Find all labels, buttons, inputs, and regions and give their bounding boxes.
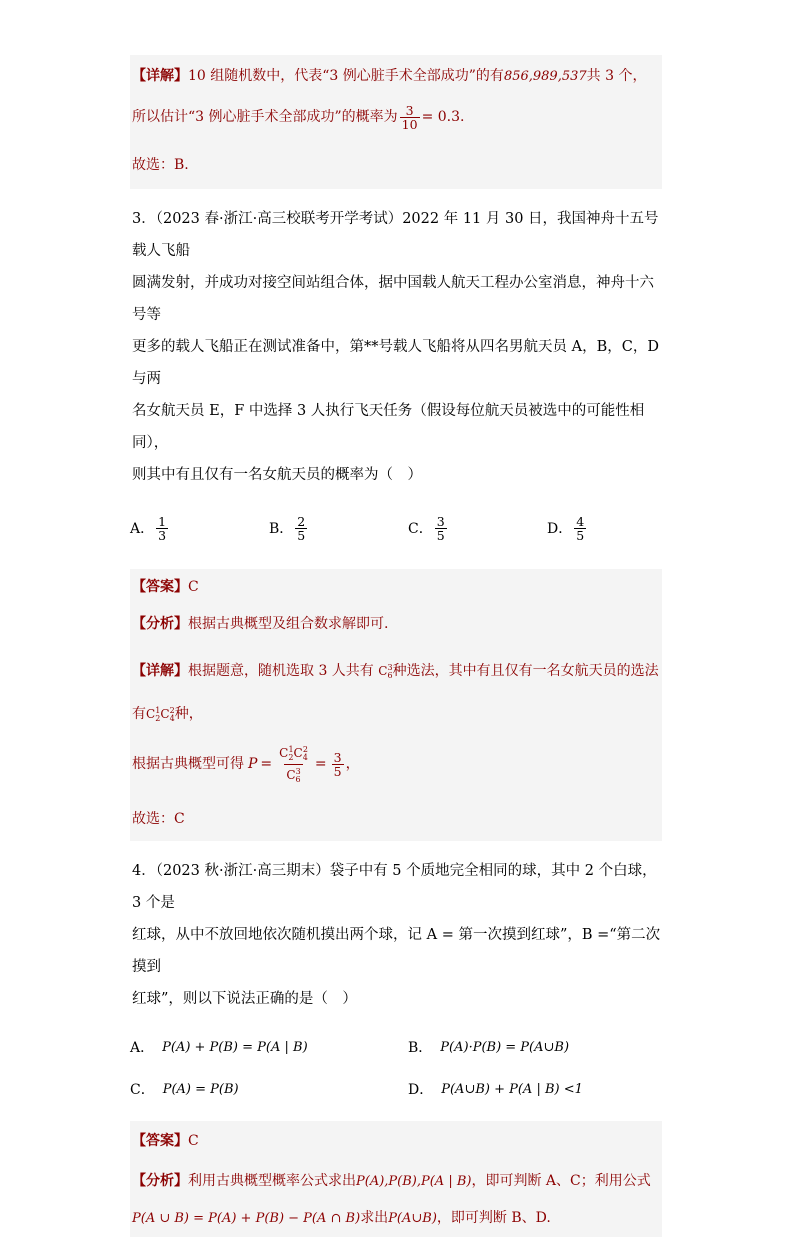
- combination-c63: $C_6^3$: [378, 663, 393, 680]
- detail-tag: 【详解】: [132, 68, 188, 84]
- question-4-options-row2: [130, 1067, 662, 1111]
- question-3-line: 更多的载人飞船正在测试准备中，第**号载人飞船将从四名男航天员 A，B，C，D 与两: [132, 339, 659, 387]
- analysis-line-2: P(A ∪ B) = P(A) + P(B) − P(A ∩ B)求出P(A∪B)，即可判断 B、D.: [132, 1210, 551, 1226]
- question-3-options: [130, 505, 662, 551]
- option-c: C． $\frac{3}{5}$: [408, 513, 445, 543]
- analysis-line: 【分析】根据古典概型及组合数求解即可.: [132, 616, 389, 632]
- detail-line: 【详解】10 组随机数中，代表“3 例心脏手术全部成功”的有856,989,537共 3 个，: [132, 68, 647, 84]
- option-a: A． P(A) + P(B) = P(A | B): [130, 1039, 308, 1056]
- option-d: D． $\frac{4}{5}$: [547, 513, 585, 543]
- answer-line: 【答案】C: [132, 579, 199, 595]
- option-b: B． $\frac{2}{5}$: [269, 513, 306, 543]
- detail-line: 【详解】根据题意，随机选取 3 人共有 $C_6^3$种选法，其中有且仅有一名女航天员的选法: [132, 663, 659, 680]
- question-4-line: 红球，从中不放回地依次随机摸出两个球，记 A = 第一次摸到红球”，B =“第二次摸到: [132, 927, 661, 975]
- option-b: B． P(A)·P(B) = P(A∪B): [408, 1039, 570, 1056]
- question-4-line: 红球”，则以下说法正确的是（ ）: [132, 991, 357, 1007]
- option-c: C． P(A) = P(B): [130, 1081, 239, 1098]
- analysis-line: 【分析】利用古典概型概率公式求出P(A),P(B),P(A | B)，即可判断 A、C；利用公式: [132, 1173, 651, 1189]
- solution-block-q3: [130, 569, 662, 841]
- question-3-line: 圆满发射，并成功对接空间站组合体，据中国载人航天工程办公室消息，神舟十六号等: [132, 275, 654, 323]
- question-4-line: 4．（2023 秋·浙江·高三期末）袋子中有 5 个质地完全相同的球，其中 2 个白球，3 个是: [132, 863, 657, 911]
- question-3: [130, 203, 662, 841]
- solution-block-q4: [130, 1121, 662, 1237]
- question-3-line: 3．（2023 春·浙江·高三校联考开学考试）2022 年 11 月 30 日，我国神舟十五号载人飞船: [132, 211, 659, 259]
- question-3-line: 则其中有且仅有一名女航天员的概率为（ ）: [132, 467, 422, 483]
- choose-line: 故选：C: [132, 811, 185, 827]
- option-a: A． $\frac{1}{3}$: [130, 513, 167, 543]
- detail-line-3: 根据古典概型可得 P = $\frac{C_2^1C_4^2}{C_6^3}$ = $\frac{3}{5}$ ，: [132, 744, 360, 784]
- probability-fraction: $\frac{C_2^1C_4^2}{C_6^3}$: [279, 744, 308, 784]
- choose-line: 故选：B.: [132, 157, 189, 173]
- estimate-line: 所以估计“3 例心脏手术全部成功”的概率为 $\frac{3}{10}$ = 0.3.: [132, 102, 465, 132]
- document-page: [130, 55, 662, 1237]
- option-d: D． P(A∪B) + P(A | B) <1: [408, 1081, 583, 1098]
- question-4-options-row1: [130, 1027, 662, 1067]
- question-4: [130, 855, 662, 1237]
- fraction-3-10: $\frac{3}{10}$: [401, 102, 418, 132]
- answer-line: 【答案】C: [132, 1133, 199, 1149]
- detail-line-2: 有$C_2^1C_4^2$种，: [132, 706, 203, 723]
- random-numbers: 856,989,537: [503, 69, 587, 84]
- question-3-line: 名女航天员 E，F 中选择 3 人执行飞天任务（假设每位航天员被选中的可能性相同），: [132, 403, 645, 451]
- solution-block-q2: [130, 55, 662, 189]
- result-fraction: $\frac{3}{5}$: [333, 749, 342, 779]
- combination-product: $C_2^1C_4^2$: [146, 706, 175, 723]
